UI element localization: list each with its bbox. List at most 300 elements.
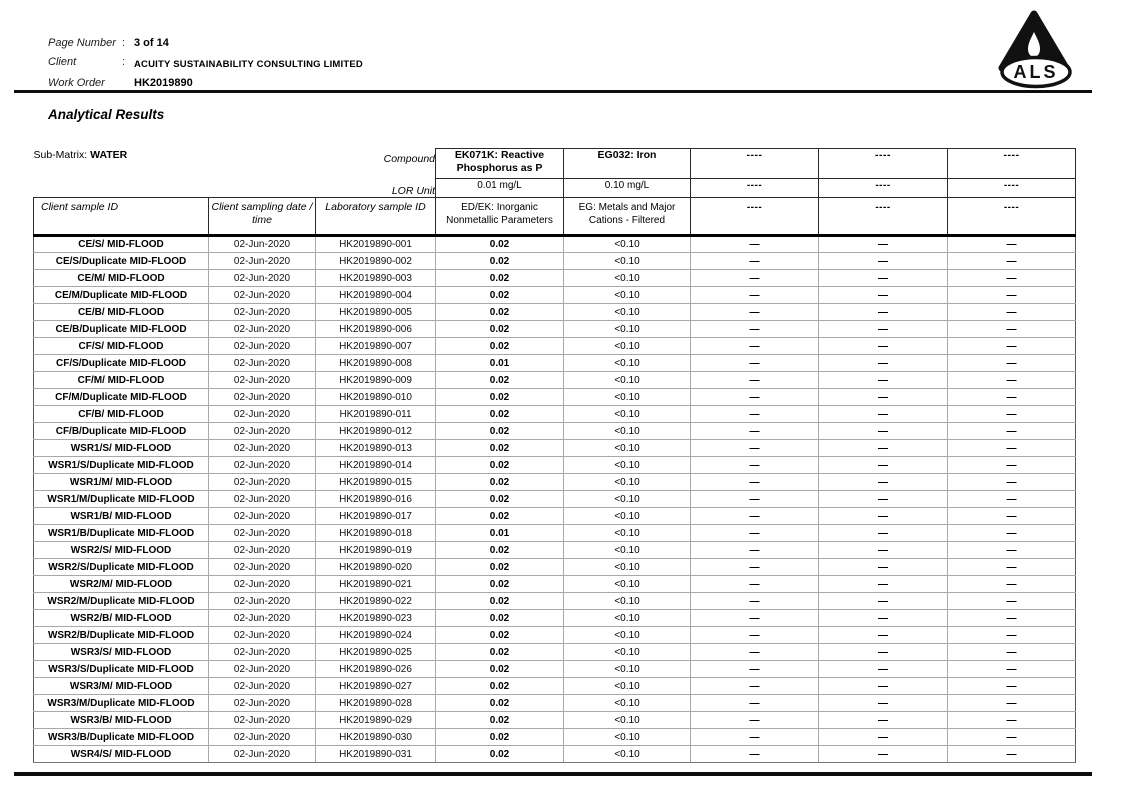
lab-sample-id-cell: HK2019890-021 [316, 576, 436, 593]
phosphorus-result-cell: 0.02 [436, 389, 564, 406]
empty-result-cell: — [819, 746, 948, 763]
sample-row [34, 440, 1076, 457]
client-sample-id-cell: WSR1/B/ MID-FLOOD [34, 508, 209, 525]
sampling-date-cell: 02-Jun-2020 [209, 678, 316, 695]
sample-row [34, 712, 1076, 729]
sampling-date-cell: 02-Jun-2020 [209, 627, 316, 644]
empty-result-cell: — [948, 576, 1076, 593]
sub-matrix-value: WATER [90, 148, 128, 161]
svg-text:ALS: ALS [1013, 62, 1059, 82]
page-header [48, 34, 363, 93]
sampling-date-cell: 02-Jun-2020 [209, 355, 316, 372]
client-sample-id-cell: WSR3/M/ MID-FLOOD [34, 678, 209, 695]
method-header-cell: EG: Metals and Major Cations - Filtered [564, 198, 691, 236]
page-number-row [48, 34, 363, 53]
sampling-date-cell: 02-Jun-2020 [209, 576, 316, 593]
sample-row [34, 355, 1076, 372]
compound-header-cell: EK071K: Reactive Phosphorus as P [436, 149, 564, 179]
empty-result-cell: — [691, 559, 819, 576]
sampling-date-cell: 02-Jun-2020 [209, 712, 316, 729]
phosphorus-result-cell: 0.02 [436, 406, 564, 423]
iron-result-cell: <0.10 [564, 440, 691, 457]
empty-result-cell: — [819, 457, 948, 474]
sample-row [34, 729, 1076, 746]
empty-result-cell: — [948, 406, 1076, 423]
sampling-date-cell: 02-Jun-2020 [209, 593, 316, 610]
empty-result-cell: — [691, 576, 819, 593]
empty-result-cell: — [819, 253, 948, 270]
empty-result-cell: — [691, 627, 819, 644]
client-sample-id-cell: WSR4/S/ MID-FLOOD [34, 746, 209, 763]
sampling-date-cell: 02-Jun-2020 [209, 304, 316, 321]
empty-result-cell: — [948, 627, 1076, 644]
empty-result-cell: — [819, 678, 948, 695]
sampling-date-cell: 02-Jun-2020 [209, 338, 316, 355]
column-header-lab-sample-id: Laboratory sample ID [316, 198, 436, 236]
empty-result-cell: — [948, 678, 1076, 695]
sampling-date-cell: 02-Jun-2020 [209, 695, 316, 712]
iron-result-cell: <0.10 [564, 457, 691, 474]
sample-row [34, 644, 1076, 661]
lab-sample-id-cell: HK2019890-015 [316, 474, 436, 491]
empty-result-cell: — [819, 355, 948, 372]
sample-row [34, 253, 1076, 270]
empty-result-cell: — [948, 253, 1076, 270]
sampling-date-cell: 02-Jun-2020 [209, 372, 316, 389]
empty-result-cell: — [948, 423, 1076, 440]
sampling-date-cell: 02-Jun-2020 [209, 440, 316, 457]
lab-sample-id-cell: HK2019890-011 [316, 406, 436, 423]
client-sample-id-cell: CE/M/Duplicate MID-FLOOD [34, 287, 209, 304]
sampling-date-cell: 02-Jun-2020 [209, 406, 316, 423]
empty-result-cell: — [948, 491, 1076, 508]
iron-result-cell: <0.10 [564, 508, 691, 525]
client-sample-id-cell: WSR3/S/ MID-FLOOD [34, 644, 209, 661]
iron-result-cell: <0.10 [564, 253, 691, 270]
empty-result-cell: — [948, 729, 1076, 746]
client-sample-id-cell: CE/B/ MID-FLOOD [34, 304, 209, 321]
lab-sample-id-cell: HK2019890-017 [316, 508, 436, 525]
client-sample-id-cell: WSR2/M/ MID-FLOOD [34, 576, 209, 593]
empty-result-cell: — [948, 644, 1076, 661]
iron-result-cell: <0.10 [564, 542, 691, 559]
lab-sample-id-cell: HK2019890-028 [316, 695, 436, 712]
lor-cell: ---- [948, 179, 1076, 198]
empty-result-cell: — [819, 440, 948, 457]
empty-result-cell: — [819, 508, 948, 525]
empty-result-cell: — [691, 661, 819, 678]
lab-sample-id-cell: HK2019890-027 [316, 678, 436, 695]
sample-row [34, 372, 1076, 389]
empty-result-cell: — [948, 559, 1076, 576]
phosphorus-result-cell: 0.02 [436, 321, 564, 338]
iron-result-cell: <0.10 [564, 287, 691, 304]
empty-result-cell: — [948, 440, 1076, 457]
lab-sample-id-cell: HK2019890-030 [316, 729, 436, 746]
client-sample-id-cell: CF/B/ MID-FLOOD [34, 406, 209, 423]
empty-result-cell: — [819, 389, 948, 406]
als-logo [990, 10, 1098, 90]
client-sample-id-cell: CF/M/ MID-FLOOD [34, 372, 209, 389]
lab-sample-id-cell: HK2019890-006 [316, 321, 436, 338]
lab-sample-id-cell: HK2019890-024 [316, 627, 436, 644]
sampling-date-cell: 02-Jun-2020 [209, 559, 316, 576]
lab-sample-id-cell: HK2019890-031 [316, 746, 436, 763]
phosphorus-result-cell: 0.02 [436, 457, 564, 474]
phosphorus-result-cell: 0.02 [436, 695, 564, 712]
empty-result-cell: — [691, 610, 819, 627]
phosphorus-result-cell: 0.02 [436, 491, 564, 508]
client-sample-id-cell: WSR2/S/Duplicate MID-FLOOD [34, 559, 209, 576]
work-order-value: HK2019890 [134, 76, 193, 89]
empty-result-cell: — [819, 236, 948, 253]
iron-result-cell: <0.10 [564, 610, 691, 627]
empty-result-cell: — [948, 304, 1076, 321]
sub-matrix-label: Sub-Matrix: [33, 148, 88, 161]
iron-result-cell: <0.10 [564, 661, 691, 678]
empty-result-cell: — [819, 695, 948, 712]
lab-sample-id-cell: HK2019890-002 [316, 253, 436, 270]
empty-result-cell: — [819, 729, 948, 746]
iron-result-cell: <0.10 [564, 712, 691, 729]
empty-result-cell: — [691, 423, 819, 440]
sample-row [34, 695, 1076, 712]
compound-header-cell: EG032: Iron [564, 149, 691, 179]
empty-result-cell: — [819, 627, 948, 644]
sampling-date-cell: 02-Jun-2020 [209, 287, 316, 304]
empty-result-cell: — [948, 355, 1076, 372]
client-sample-id-cell: WSR2/B/Duplicate MID-FLOOD [34, 627, 209, 644]
empty-result-cell: — [691, 372, 819, 389]
empty-result-cell: — [819, 287, 948, 304]
sample-row [34, 576, 1076, 593]
sample-row [34, 270, 1076, 287]
phosphorus-result-cell: 0.02 [436, 610, 564, 627]
lab-sample-id-cell: HK2019890-003 [316, 270, 436, 287]
phosphorus-result-cell: 0.02 [436, 508, 564, 525]
client-sample-id-cell: CF/S/Duplicate MID-FLOOD [34, 355, 209, 372]
sub-matrix [34, 149, 316, 179]
phosphorus-result-cell: 0.02 [436, 423, 564, 440]
lab-sample-id-cell: HK2019890-005 [316, 304, 436, 321]
lab-sample-id-cell: HK2019890-009 [316, 372, 436, 389]
sample-row [34, 508, 1076, 525]
empty-result-cell: — [691, 542, 819, 559]
client-sample-id-cell: CE/M/ MID-FLOOD [34, 270, 209, 287]
empty-result-cell: — [691, 729, 819, 746]
method-header-row [34, 198, 1076, 236]
method-header-cell: ---- [691, 198, 819, 236]
empty-result-cell: — [691, 457, 819, 474]
phosphorus-result-cell: 0.02 [436, 746, 564, 763]
sample-row [34, 661, 1076, 678]
sample-row [34, 304, 1076, 321]
phosphorus-result-cell: 0.02 [436, 627, 564, 644]
iron-result-cell: <0.10 [564, 372, 691, 389]
empty-result-cell: — [948, 287, 1076, 304]
lab-sample-id-cell: HK2019890-023 [316, 610, 436, 627]
phosphorus-result-cell: 0.02 [436, 440, 564, 457]
sample-row [34, 457, 1076, 474]
lab-sample-id-cell: HK2019890-007 [316, 338, 436, 355]
empty-result-cell: — [819, 525, 948, 542]
empty-result-cell: — [691, 746, 819, 763]
iron-result-cell: <0.10 [564, 270, 691, 287]
phosphorus-result-cell: 0.02 [436, 287, 564, 304]
empty-result-cell: — [819, 423, 948, 440]
sample-row [34, 423, 1076, 440]
client-sample-id-cell: WSR1/M/ MID-FLOOD [34, 474, 209, 491]
lab-sample-id-cell: HK2019890-019 [316, 542, 436, 559]
empty-result-cell: — [819, 474, 948, 491]
iron-result-cell: <0.10 [564, 729, 691, 746]
lab-sample-id-cell: HK2019890-020 [316, 559, 436, 576]
empty-result-cell: — [691, 440, 819, 457]
work-order-label: Work Order [48, 76, 105, 89]
empty-result-cell: — [691, 525, 819, 542]
page-number-label: Page Number [48, 37, 116, 49]
method-header-cell: ---- [819, 198, 948, 236]
client-sample-id-cell: WSR2/S/ MID-FLOOD [34, 542, 209, 559]
empty-result-cell: — [819, 304, 948, 321]
phosphorus-result-cell: 0.02 [436, 576, 564, 593]
empty-result-cell: — [948, 661, 1076, 678]
page-number-value: 3 of 14 [134, 37, 169, 49]
lor-cell: 0.10 mg/L [564, 179, 691, 198]
als-logo-icon [990, 10, 1098, 90]
empty-result-cell: — [691, 389, 819, 406]
compound-header-cell: ---- [948, 149, 1076, 179]
empty-result-cell: — [819, 372, 948, 389]
lab-sample-id-cell: HK2019890-014 [316, 457, 436, 474]
iron-result-cell: <0.10 [564, 593, 691, 610]
iron-result-cell: <0.10 [564, 644, 691, 661]
empty-result-cell: — [691, 236, 819, 253]
client-sample-id-cell: WSR3/B/ MID-FLOOD [34, 712, 209, 729]
client-sample-id-cell: WSR1/S/Duplicate MID-FLOOD [34, 457, 209, 474]
method-header-cell: ---- [948, 198, 1076, 236]
lab-sample-id-cell: HK2019890-025 [316, 644, 436, 661]
client-sample-id-cell: CF/B/Duplicate MID-FLOOD [34, 423, 209, 440]
iron-result-cell: <0.10 [564, 236, 691, 253]
colon: : [122, 56, 126, 68]
sample-row [34, 406, 1076, 423]
iron-result-cell: <0.10 [564, 746, 691, 763]
phosphorus-result-cell: 0.02 [436, 729, 564, 746]
lab-sample-id-cell: HK2019890-016 [316, 491, 436, 508]
client-sample-id-cell: CE/S/Duplicate MID-FLOOD [34, 253, 209, 270]
client-sample-id-cell: CE/S/ MID-FLOOD [34, 236, 209, 253]
client-sample-id-cell: WSR3/B/Duplicate MID-FLOOD [34, 729, 209, 746]
empty-result-cell: — [691, 508, 819, 525]
phosphorus-result-cell: 0.02 [436, 304, 564, 321]
iron-result-cell: <0.10 [564, 423, 691, 440]
compound-header-cell: ---- [691, 149, 819, 179]
iron-result-cell: <0.10 [564, 389, 691, 406]
iron-result-cell: <0.10 [564, 321, 691, 338]
compound-header-row [34, 149, 1076, 179]
phosphorus-result-cell: 0.02 [436, 644, 564, 661]
iron-result-cell: <0.10 [564, 525, 691, 542]
phosphorus-result-cell: 0.02 [436, 661, 564, 678]
section-title: Analytical Results [48, 107, 165, 122]
lab-sample-id-cell: HK2019890-012 [316, 423, 436, 440]
empty-result-cell: — [819, 321, 948, 338]
sampling-date-cell: 02-Jun-2020 [209, 474, 316, 491]
sample-row [34, 287, 1076, 304]
empty-result-cell: — [948, 389, 1076, 406]
empty-result-cell: — [691, 491, 819, 508]
client-sample-id-cell: WSR3/S/Duplicate MID-FLOOD [34, 661, 209, 678]
sample-row [34, 236, 1076, 253]
client-sample-id-cell: WSR2/M/Duplicate MID-FLOOD [34, 593, 209, 610]
empty-result-cell: — [819, 542, 948, 559]
compound-label: Compound [316, 149, 436, 179]
iron-result-cell: <0.10 [564, 355, 691, 372]
lab-sample-id-cell: HK2019890-004 [316, 287, 436, 304]
lab-sample-id-cell: HK2019890-018 [316, 525, 436, 542]
empty-result-cell: — [948, 525, 1076, 542]
sampling-date-cell: 02-Jun-2020 [209, 661, 316, 678]
empty-result-cell: — [819, 610, 948, 627]
client-sample-id-cell: CF/M/Duplicate MID-FLOOD [34, 389, 209, 406]
sample-row [34, 474, 1076, 491]
sample-row [34, 627, 1076, 644]
empty-result-cell: — [691, 644, 819, 661]
lor-cell: ---- [819, 179, 948, 198]
phosphorus-result-cell: 0.01 [436, 525, 564, 542]
empty-result-cell: — [819, 338, 948, 355]
iron-result-cell: <0.10 [564, 678, 691, 695]
empty-result-cell: — [691, 253, 819, 270]
iron-result-cell: <0.10 [564, 406, 691, 423]
empty-result-cell: — [819, 661, 948, 678]
lab-sample-id-cell: HK2019890-008 [316, 355, 436, 372]
empty-result-cell: — [691, 287, 819, 304]
sampling-date-cell: 02-Jun-2020 [209, 236, 316, 253]
client-sample-id-cell: WSR2/B/ MID-FLOOD [34, 610, 209, 627]
analytical-results-table [33, 148, 1076, 763]
compound-header-cell: ---- [819, 149, 948, 179]
empty-result-cell: — [691, 678, 819, 695]
column-header-sampling-date: Client sampling date / time [209, 198, 316, 236]
iron-result-cell: <0.10 [564, 627, 691, 644]
phosphorus-result-cell: 0.01 [436, 355, 564, 372]
empty-result-cell: — [948, 236, 1076, 253]
sample-row [34, 389, 1076, 406]
phosphorus-result-cell: 0.02 [436, 712, 564, 729]
lor-unit-row [34, 179, 1076, 198]
phosphorus-result-cell: 0.02 [436, 678, 564, 695]
lab-sample-id-cell: HK2019890-010 [316, 389, 436, 406]
sampling-date-cell: 02-Jun-2020 [209, 746, 316, 763]
sampling-date-cell: 02-Jun-2020 [209, 542, 316, 559]
sample-row [34, 491, 1076, 508]
sampling-date-cell: 02-Jun-2020 [209, 321, 316, 338]
sample-row [34, 746, 1076, 763]
phosphorus-result-cell: 0.02 [436, 372, 564, 389]
phosphorus-result-cell: 0.02 [436, 593, 564, 610]
phosphorus-result-cell: 0.02 [436, 236, 564, 253]
empty-result-cell: — [691, 406, 819, 423]
lor-cell: ---- [691, 179, 819, 198]
client-sample-id-cell: CF/S/ MID-FLOOD [34, 338, 209, 355]
lab-sample-id-cell: HK2019890-013 [316, 440, 436, 457]
sampling-date-cell: 02-Jun-2020 [209, 610, 316, 627]
empty-result-cell: — [691, 695, 819, 712]
empty-result-cell: — [948, 508, 1076, 525]
iron-result-cell: <0.10 [564, 338, 691, 355]
empty-result-cell: — [819, 712, 948, 729]
empty-result-cell: — [691, 304, 819, 321]
page-bottom-rule [14, 772, 1092, 776]
sampling-date-cell: 02-Jun-2020 [209, 389, 316, 406]
empty-result-cell: — [948, 372, 1076, 389]
empty-result-cell: — [819, 491, 948, 508]
empty-result-cell: — [948, 542, 1076, 559]
sample-row [34, 338, 1076, 355]
lor-cell: 0.01 mg/L [436, 179, 564, 198]
lab-sample-id-cell: HK2019890-022 [316, 593, 436, 610]
sample-row [34, 610, 1076, 627]
client-sample-id-cell: CE/B/Duplicate MID-FLOOD [34, 321, 209, 338]
empty-result-cell: — [819, 270, 948, 287]
empty-result-cell: — [691, 355, 819, 372]
iron-result-cell: <0.10 [564, 304, 691, 321]
empty-result-cell: — [691, 712, 819, 729]
empty-result-cell: — [819, 406, 948, 423]
iron-result-cell: <0.10 [564, 695, 691, 712]
client-sample-id-cell: WSR1/M/Duplicate MID-FLOOD [34, 491, 209, 508]
column-header-client-sample-id: Client sample ID [34, 198, 209, 236]
client-sample-id-cell: WSR1/B/Duplicate MID-FLOOD [34, 525, 209, 542]
empty-result-cell: — [948, 270, 1076, 287]
sampling-date-cell: 02-Jun-2020 [209, 508, 316, 525]
client-sample-id-cell: WSR3/M/Duplicate MID-FLOOD [34, 695, 209, 712]
empty-result-cell: — [948, 712, 1076, 729]
empty-result-cell: — [948, 338, 1076, 355]
empty-cell [34, 179, 316, 198]
sample-row [34, 678, 1076, 695]
empty-result-cell: — [819, 576, 948, 593]
phosphorus-result-cell: 0.02 [436, 559, 564, 576]
empty-result-cell: — [691, 338, 819, 355]
client-sample-id-cell: WSR1/S/ MID-FLOOD [34, 440, 209, 457]
empty-result-cell: — [948, 321, 1076, 338]
empty-result-cell: — [691, 474, 819, 491]
sample-row [34, 559, 1076, 576]
iron-result-cell: <0.10 [564, 474, 691, 491]
sampling-date-cell: 02-Jun-2020 [209, 253, 316, 270]
lor-unit-label: LOR Unit [316, 179, 436, 198]
phosphorus-result-cell: 0.02 [436, 270, 564, 287]
empty-result-cell: — [948, 746, 1076, 763]
sample-row [34, 321, 1076, 338]
sampling-date-cell: 02-Jun-2020 [209, 491, 316, 508]
client-label: Client [48, 56, 77, 68]
lab-sample-id-cell: HK2019890-001 [316, 236, 436, 253]
header-divider [14, 90, 1092, 93]
iron-result-cell: <0.10 [564, 576, 691, 593]
sample-row [34, 542, 1076, 559]
empty-result-cell: — [691, 593, 819, 610]
empty-result-cell: — [691, 321, 819, 338]
sampling-date-cell: 02-Jun-2020 [209, 644, 316, 661]
empty-result-cell: — [948, 593, 1076, 610]
empty-result-cell: — [819, 559, 948, 576]
sampling-date-cell: 02-Jun-2020 [209, 270, 316, 287]
empty-result-cell: — [819, 593, 948, 610]
